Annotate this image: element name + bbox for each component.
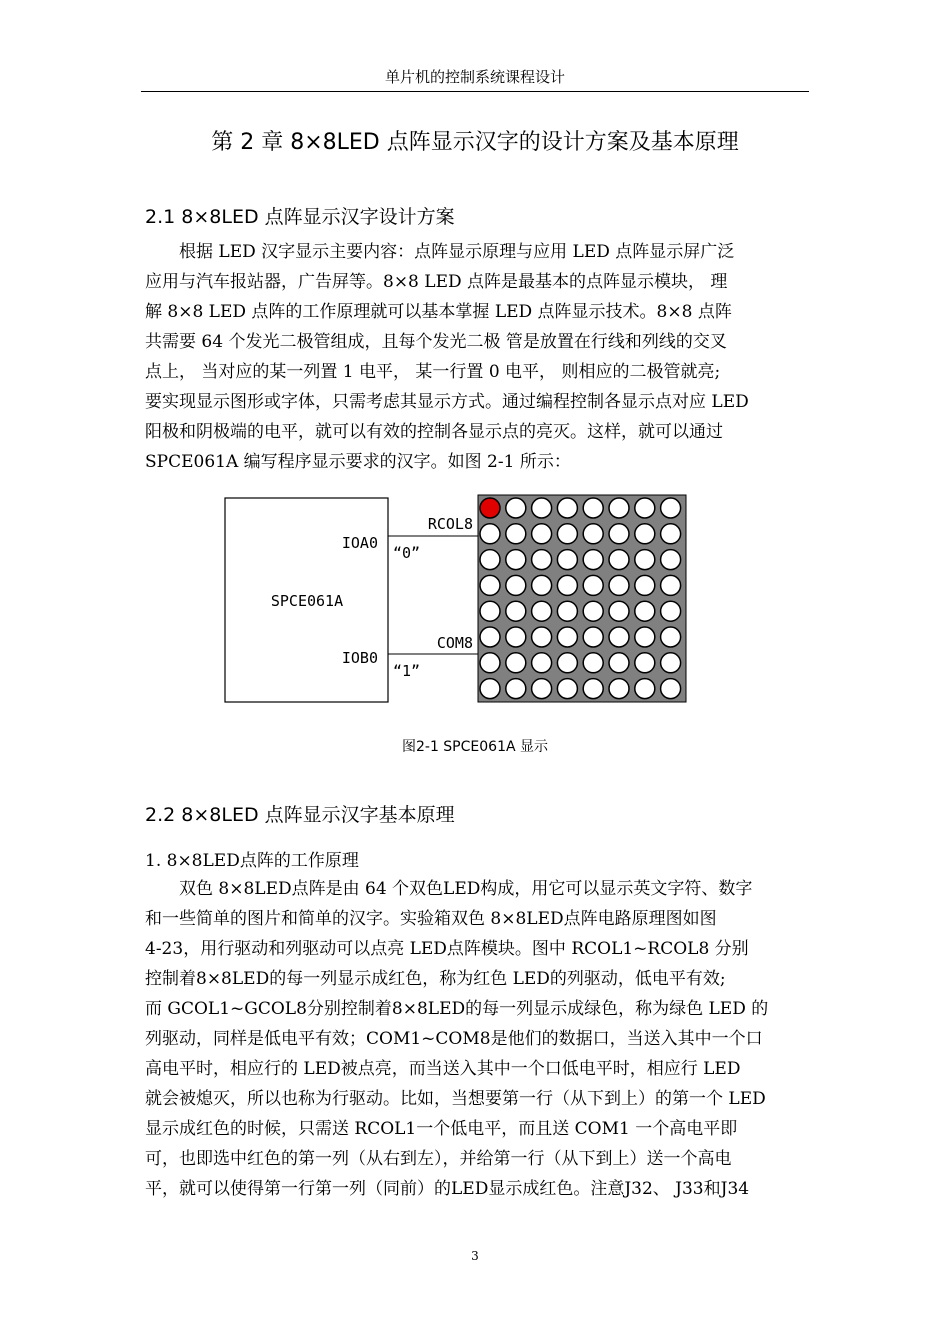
paragraph-line: 阳极和阴极端的电平，就可以有效的控制各显示点的亮灭。这样，就可以通过 [145,422,723,442]
paragraph-line: 应用与汽车报站器，广告屏等。8×8 LED 点阵是最基本的点阵显示模块， 理 [145,272,728,292]
led-dot [583,627,603,647]
section-2-1-heading: 2.1 8×8LED 点阵显示汉字设计方案 [145,206,455,228]
signal-value-bottom: “1” [393,662,421,680]
led-dot [583,524,603,544]
led-dot [557,550,577,570]
led-dot [506,550,526,570]
led-dot [635,575,655,595]
led-dot [532,524,552,544]
led-dot [506,653,526,673]
led-dot [506,524,526,544]
led-dot [532,498,552,518]
led-dot [532,575,552,595]
wire-label-com8: COM8 [436,634,473,652]
paragraph-line: 点上， 当对应的某一列置 1 电平， 某一行置 0 电平， 则相应的二极管就亮; [145,362,721,382]
led-dot [532,627,552,647]
pin-label-ioa0: IOA0 [341,534,378,552]
led-dot [480,524,500,544]
led-dot [635,679,655,699]
led-dot [635,653,655,673]
paragraph-line: 显示成红色的时候，只需送 RCOL1一个低电平，而且送 COM1 一个高电平即 [145,1119,738,1139]
led-dot [583,575,603,595]
led-dot [661,601,681,621]
page-number: 3 [471,1249,479,1263]
paragraph-line: 和一些简单的图片和简单的汉字。实验箱双色 8×8LED点阵电路原理图如图 [145,909,717,929]
section-2-2-heading: 2.2 8×8LED 点阵显示汉字基本原理 [145,804,455,826]
led-dot [609,653,629,673]
led-dot [480,601,500,621]
led-dot [506,679,526,699]
led-dot [609,550,629,570]
led-dot [480,679,500,699]
led-dot [609,627,629,647]
paragraph-line: 4-23，用行驱动和列驱动可以点亮 LED点阵模块。图中 RCOL1~RCOL8 分别 [145,939,749,959]
led-dot [557,498,577,518]
led-dot [532,601,552,621]
figure-caption: 图2-1 SPCE061A 显示 [401,739,548,755]
led-dot [609,498,629,518]
led-dot [532,679,552,699]
paragraph-line: 控制着8×8LED的每一列显示成红色，称为红色 LED的列驱动，低电平有效; [145,969,726,989]
led-dot [661,679,681,699]
led-dot [557,627,577,647]
paragraph-line: SPCE061A 编写程序显示要求的汉字。如图 2-1 所示： [145,452,571,472]
led-dot [635,627,655,647]
led-dot [532,653,552,673]
led-dot [661,550,681,570]
paragraph-line: 根据 LED 汉字显示主要内容：点阵显示原理与应用 LED 点阵显示屏广泛 [179,242,735,262]
led-dot [635,550,655,570]
led-dot [506,627,526,647]
led-dot [557,653,577,673]
led-dot [506,601,526,621]
wire-label-rcol8: RCOL8 [427,515,473,533]
led-dot [506,498,526,518]
paragraph-line: 要实现显示图形或字体，只需考虑其显示方式。通过编程控制各显示点对应 LED [145,392,749,412]
led-dot [609,601,629,621]
led-dot [557,601,577,621]
subsection-heading: 1. 8×8LED点阵的工作原理 [145,851,359,871]
led-dot [480,550,500,570]
led-dot [583,550,603,570]
chapter-title: 第 2 章 8×8LED 点阵显示汉字的设计方案及基本原理 [211,130,739,155]
paragraph-line: 可，也即选中红色的第一列（从右到左），并给第一行（从下到上）送一个高电 [145,1149,732,1169]
chip-label: SPCE061A [270,592,344,610]
led-dot [635,524,655,544]
signal-value-top: “0” [393,544,421,562]
led-dot [532,550,552,570]
paragraph-line: 双色 8×8LED点阵是由 64 个双色LED构成，用它可以显示英文字符、数字 [179,879,753,899]
led-dot [583,679,603,699]
led-dot [609,679,629,699]
led-dot [583,653,603,673]
led-dot [480,627,500,647]
led-dot [661,498,681,518]
led-dot [480,575,500,595]
led-dot [583,601,603,621]
led-dot [661,653,681,673]
led-dot [661,627,681,647]
led-dot [609,575,629,595]
led-dot [635,601,655,621]
led-dot [661,575,681,595]
led-dot [557,575,577,595]
led-dot [661,524,681,544]
running-header: 单片机的控制系统课程设计 [384,68,565,86]
section-2-2-paragraph [145,874,807,1204]
pin-label-iob0: IOB0 [341,649,378,667]
led-dot [557,524,577,544]
led-dot [635,498,655,518]
paragraph-line: 平，就可以使得第一行第一列（同前）的LED显示成红色。注意J32、 J33和J34 [145,1179,750,1199]
paragraph-line: 解 8×8 LED 点阵的工作原理就可以基本掌握 LED 点阵显示技术。8×8 点阵 [145,302,732,322]
paragraph-line: 就会被熄灭，所以也称为行驱动。比如，当想要第一行（从下到上）的第一个 LED [145,1089,766,1109]
led-dot [557,679,577,699]
led-dot [480,653,500,673]
paragraph-line: 高电平时，相应行的 LED被点亮，而当送入其中一个口低电平时，相应行 LED [145,1059,741,1079]
paragraph-line: 共需要 64 个发光二极管组成，且每个发光二极 管是放置在行线和列线的交叉 [145,332,727,352]
led-dot [506,575,526,595]
paragraph-line: 而 GCOL1~GCOL8分别控制着8×8LED的每一列显示成绿色，称为绿色 LED 的 [145,999,769,1019]
paragraph-line: 列驱动，同样是低电平有效；COM1~COM8是他们的数据口，当送入其中一个口 [145,1029,763,1049]
led-dot [609,524,629,544]
led-dot [583,498,603,518]
led-dot-lit [480,498,500,518]
